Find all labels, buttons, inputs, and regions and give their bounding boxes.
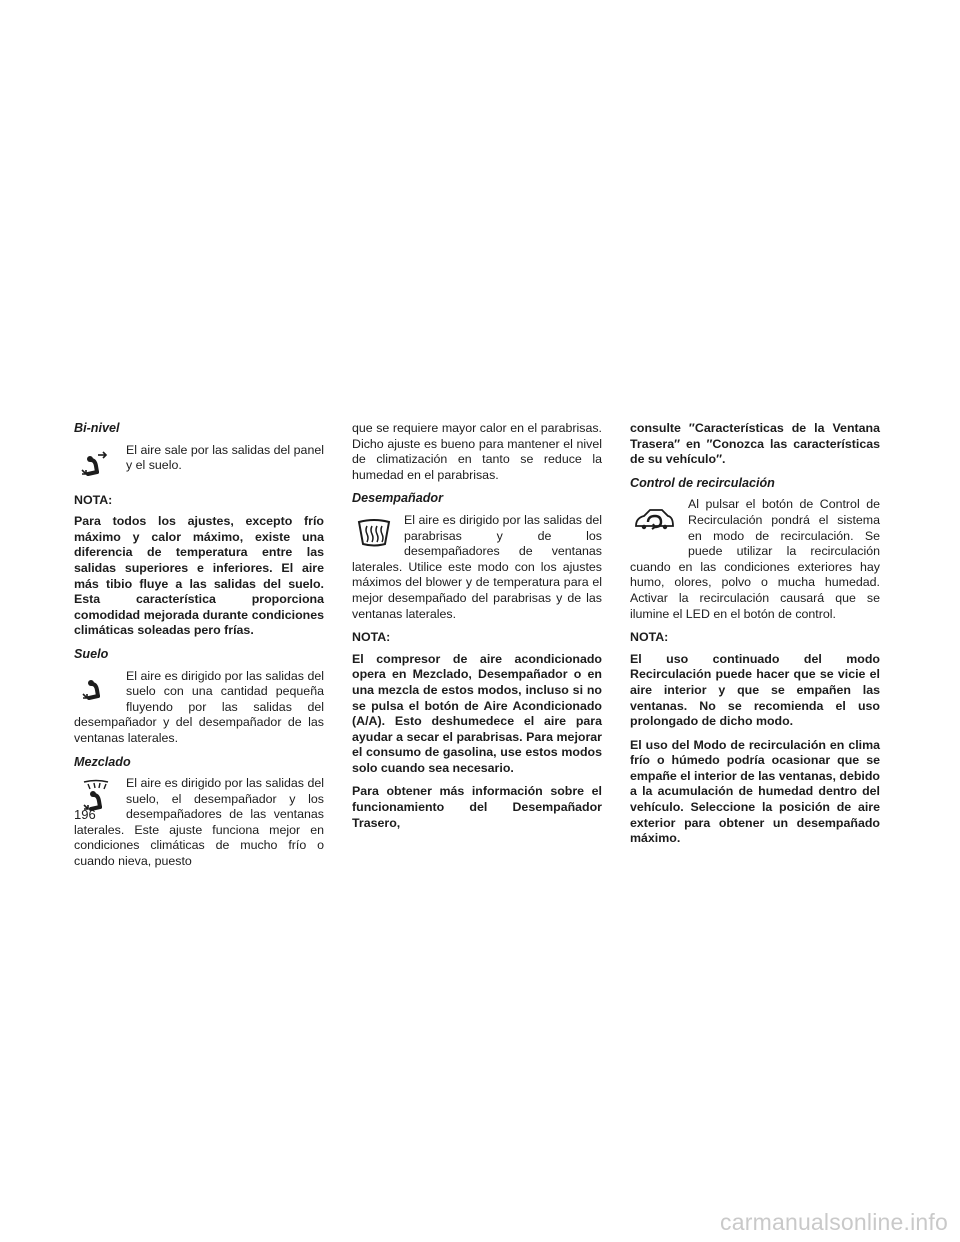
note-text-1: Para todos los ajustes, excepto frío máximo y calor máximo, existe una diferencia de temperatura entre las salidas superiores e inferiores. El aire más tibio fluye a las salidas del suelo. Esta característica proporciona comodidad mejorada durante condiciones climáticas soleadas pero frías.: [74, 514, 324, 638]
mezclado-text: El aire es dirigido por las salidas del suelo, el desempañador y los desempañadores de las ventanas laterales. Este ajuste funciona mejor en condiciones climáticas de mucho frío o cuando nieva, puesto: [74, 776, 324, 869]
consulte-text: consulte ″Características de la Ventana Trasera″ en ″Conozca las características de su vehículo″.: [630, 421, 880, 467]
heading-mezclado: Mezclado: [74, 754, 131, 769]
column-1: [74, 421, 324, 878]
recirculation-icon: [630, 497, 678, 543]
note-text-3a: El uso continuado del modo Recirculación puede hacer que se vicie el aire interior y que se empañen las ventanas. No se recomienda el uso prolongado de dicho modo.: [630, 651, 880, 729]
note-label-3: NOTA:: [630, 630, 669, 645]
note-label-2: NOTA:: [352, 630, 391, 645]
heading-recirculacion: Control de recirculación: [630, 475, 775, 490]
bi-nivel-text: El aire sale por las salidas del panel y el suelo.: [126, 442, 324, 473]
heading-suelo: Suelo: [74, 646, 109, 661]
continuation-text: que se requiere mayor calor en el parabrisas. Dicho ajuste es bueno para mantener el nivel de climatización en tanto se reduce la humedad en el parabrisas.: [352, 421, 602, 482]
suelo-text: El aire es dirigido por las salidas del suelo con una cantidad pequeña fluyendo por las salidas del desempañador y del desempañador de las ventanas laterales.: [74, 668, 324, 745]
heading-bi-nivel: Bi-nivel: [74, 421, 120, 435]
note-label-1: NOTA:: [74, 492, 113, 507]
heading-desempanador: Desempañador: [352, 491, 443, 506]
column-2: [352, 421, 602, 839]
recirculacion-text: Al pulsar el botón de Control de Recirculación pondrá el sistema en modo de recirculación. Se puede utilizar la recirculación cuando en las condiciones exteriores hay humo, olores, polvo o mucha humedad. Activar la recirculación causará que se ilumine el LED en el botón de control.: [630, 497, 880, 621]
mode-recirculacion: [630, 497, 880, 622]
column-3: [630, 421, 880, 855]
mode-suelo: [74, 669, 324, 747]
mode-bi-nivel: [74, 443, 324, 485]
watermark: carmanualsonline.info: [720, 1209, 948, 1235]
mode-mezclado: [74, 776, 324, 870]
desempanador-text: El aire es dirigido por las salidas del parabrisas y de los desempañadores de ventanas laterales. Utilice este modo con los ajustes máximos del blower y de temperatura para el mejor desempañado del parabrisas y de las ventanas laterales.: [352, 512, 602, 621]
floor-airflow-icon: [74, 669, 118, 709]
bilevel-airflow-icon: [74, 443, 118, 483]
page-number: 196: [74, 807, 96, 822]
mode-desempanador: [352, 513, 602, 622]
defrost-icon: [352, 513, 396, 553]
note-text-3b: El uso del Modo de recirculación en clima frío o húmedo podría ocasionar que se empañe el interior de las ventanas, debido a la acumulación de humedad dentro del vehículo. Seleccione la posición de aire exterior para obtener un desempañado máximo.: [630, 737, 880, 846]
note-text-2: El compresor de aire acondicionado opera en Mezclado, Desempañador o en una mezcla de estos modos, incluso si no se pulsa el botón de Aire Acondicionado (A/A). Esto deshumedece el aire para ayudar a secar el parabrisas. Para mejorar el consumo de gasolina, use estos modos solo cuando sea necesario.: [352, 651, 602, 775]
more-info-text: Para obtener más información sobre el funcionamiento del Desempañador Trasero,: [352, 784, 602, 830]
